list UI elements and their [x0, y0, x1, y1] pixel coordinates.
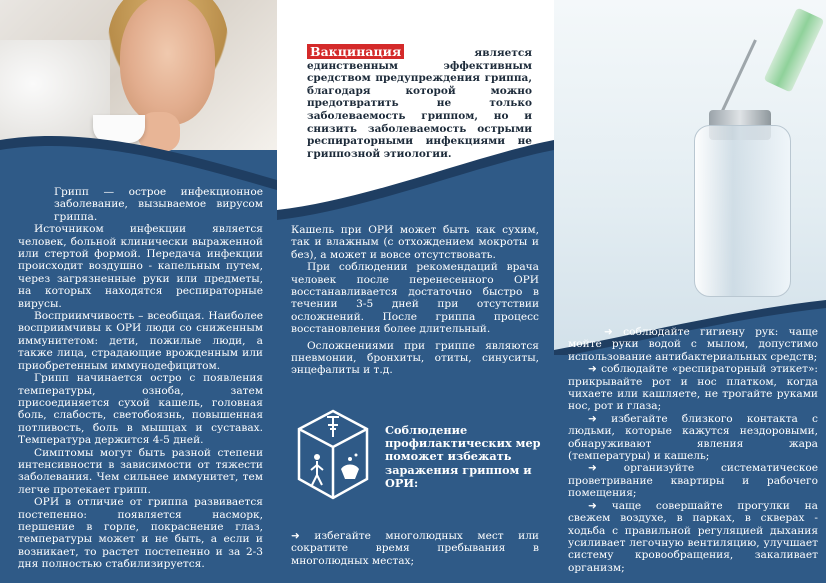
vaccination-highlight: Вакцинация является единственным эффективным средством предупреждения гриппа, благодаря которой можно предотвратить не только заболеваемость гриппом, но и снизить заболеваемость острыми респираторными инфекциями не гриппозной этиологии. [307, 44, 532, 160]
prevention-heading: Соблюдение профилактических мер поможет избежать заражения гриппом и ОРИ: [385, 423, 541, 490]
bullet-item: ➜ соблюдайте «респираторный этикет»: прикрывайте рот и нос платком, когда чихаете или кашляете, не трогайте руками нос, рот и глаза; [568, 363, 818, 413]
paragraph: При соблюдении рекомендаций врача человек после перенесенного ОРИ восстанавливается достаточно быстро в течении 3-5 дней при отсутствии осложнений. После гриппа процесс восстановления более длительный. [291, 261, 539, 336]
panel-middle-text [291, 224, 539, 377]
panel-left-text [18, 186, 263, 571]
bullet-arrow-icon: ➜ [588, 412, 612, 425]
panel-right [554, 0, 826, 583]
vaccination-word: Вакцинация [307, 44, 404, 59]
paragraph: Грипп — острое инфекционное заболевание, вызываемое вирусом гриппа. [54, 186, 263, 223]
bullet-arrow-icon: ➜ [588, 462, 624, 475]
panel-left [0, 0, 277, 583]
bullet-arrow-icon: ➜ [291, 530, 315, 542]
paragraph: Источником инфекции является человек, больной клинически выраженной или стертой формой. Передача инфекции происходит воздушно - капельным путем, через загрязненные руки или предметы, на которых находятся респираторные вирусы. [18, 223, 263, 310]
bullet-item: ➜ соблюдайте гигиену рук: чаще мойте руки водой с мылом, допустимо использование антибактериальных средств; [568, 326, 819, 363]
paragraph: ОРИ в отличие от гриппа развивается постепенно: появляется насморк, першение в горле, покраснение глаз, температуры может и не быть, а если и возникает, то растет постепенно и за 2-3 дня полностью стабилизируется. [18, 496, 263, 571]
bullet-arrow-icon: ➜ [604, 326, 624, 338]
bullet-arrow-icon: ➜ [588, 499, 612, 512]
vial-image [694, 125, 791, 297]
prevention-cube-icon [295, 407, 371, 502]
paragraph: Осложнениями при гриппе являются пневмонии, бронхиты, отиты, синуситы, энцефалиты и т.д. [291, 339, 539, 377]
paragraph: Грипп начинается остро с появления температуры, озноба, затем присоединяется сухой кашель, головная боль, слабость, светобоязнь, повышенная потливость, боль в мышцах и суставах. Температура держится 4-5 дней. [18, 372, 263, 447]
bullet-arrow-icon: ➜ [588, 363, 602, 376]
bullet-item: ➜ организуйте систематическое проветривание квартиры и рабочего помещения; [568, 462, 818, 500]
paragraph: Симптомы могут быть разной степени интенсивности в зависимости от тяжести заболевания. Чем сильнее иммунитет, тем легче протекает грипп. [18, 446, 263, 496]
panel-middle [277, 0, 554, 583]
paragraph: Кашель при ОРИ может быть как сухим, так и влажным (с отхождением мокроты и без), а может и вовсе отсутствовать. [291, 224, 539, 261]
bullet-item: ➜ избегайте многолюдных мест или сократите время пребывания в многолюдных местах; [291, 530, 539, 567]
paragraph: Восприимчивость – всеобщая. Наиболее восприимчивы к ОРИ люди со сниженным иммунитетом: дети, пожилые люди, а также лица, страдающие врожденным или приобретенным иммунодефицитом. [18, 310, 263, 372]
panel-right-text [568, 326, 818, 574]
bullet-item: ➜ избегайте близкого контакта с людьми, которые кажутся нездоровыми, обнаруживают явления жара (температуры) и кашель; [568, 412, 818, 463]
bullet-item: ➜ чаще совершайте прогулки на свежем воздухе, в парках, в скверах - ходьба с правильной регуляцией дыхания усиливает легочную вентиляцию, улучшает систему кровообращения, закаливает организм; [568, 499, 819, 574]
syringe-image [764, 7, 825, 92]
